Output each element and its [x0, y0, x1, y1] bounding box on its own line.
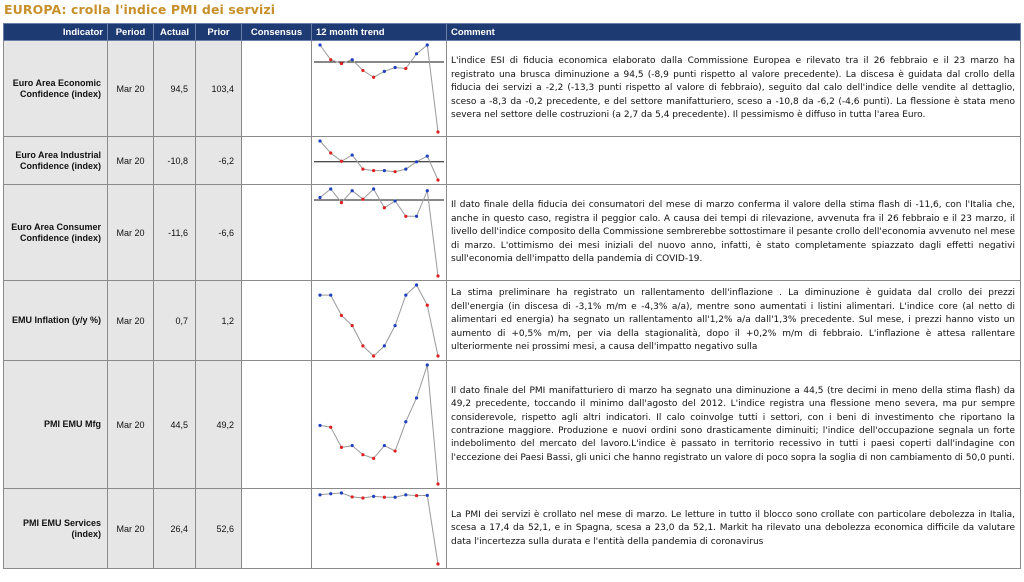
sparkline-chart [312, 41, 446, 136]
trend-point [372, 354, 375, 357]
trend-line [320, 141, 438, 180]
sparkline-chart [312, 489, 446, 568]
trend-point [351, 324, 354, 327]
comment-text: La PMI dei servizi è crollato nel mese di marzo. Le letture in tutto il blocco sono crollate con particolare debolezza in Italia, scesa a 17,4 da 52,1, e in Spagna, scesa a 23,0 da 52,1. Markit ha rilevato una debolezza economica difficile da valutare data l'incertezza sulla durata e l'entità della pandemia di coronavirus [451, 509, 1015, 547]
trend-point [340, 314, 343, 317]
trend-point [351, 189, 354, 192]
comment-cell [447, 361, 1021, 489]
trend-point [318, 43, 321, 46]
prior-cell: -6,2 [196, 137, 242, 185]
header-row [4, 24, 1021, 41]
trend-line [320, 45, 438, 132]
trend-point [426, 494, 429, 497]
actual-cell: 26,4 [154, 489, 196, 569]
indicator-cell: Euro Area Economic Confidence (index) [4, 41, 108, 137]
prior-cell: 103,4 [196, 41, 242, 137]
trend-point [318, 139, 321, 142]
sparkline-chart [312, 137, 446, 184]
header-comment: Comment [447, 24, 1021, 41]
consensus-cell [242, 489, 312, 569]
actual-cell: 0,7 [154, 281, 196, 361]
prior-cell: 49,2 [196, 361, 242, 489]
indicator-cell: PMI EMU Services (index) [4, 489, 108, 569]
trend-point [351, 153, 354, 156]
comment-text: L'indice ESI di fiducia economica elaborato dalla Commissione Europea e rilevato tra il 26 febbraio e il 23 marzo ha registrato una brusca diminuzione a 94,5 (-8,9 punti rispetto al valore precedente). La discesa è guidata dal crollo della fiducia dei servizi a -2,2 (-13,3 punti rispetto al valore di febbraio), seguito dal calo dell'indice delle vendite al dettaglio, sceso a -8,3 da -0,2 precedente, e del settore manifatturiero, sceso a -10,8 da -6,2 (-4,6 punti). La flessione è stata meno severa nel settore delle costruzioni (a 2,7 da 5,4 precedente). Il pessimismo è diffuso in tutta l'area Euro. [451, 56, 1015, 121]
trend-point [383, 496, 386, 499]
table-row [4, 137, 1021, 185]
trend-point [329, 426, 332, 429]
trend-point [351, 58, 354, 61]
period-cell: Mar 20 [108, 41, 154, 137]
comment-text: Il dato finale della fiducia dei consumatori del mese di marzo conferma il valore della stima flash di -11,6, con l'Italia che, anche in questo caso, registra il peggior calo. A causa dei tempi di rilevazione, avvenuta fra il 26 febbraio e il 23 marzo, il livello dell'indice composito della Commissione sembrerebbe sottostimare il pesante crollo dell'economia avvenuto nel mese di marzo. L'ottimismo dei mesi iniziali del nuovo anno, infatti, è stato completamente spiazzato dagli effetti negativi sull'economia dell'impatto della pandemia di COVID-19. [451, 200, 1015, 265]
comment-cell [447, 137, 1021, 185]
trend-point [318, 196, 321, 199]
trend-point [404, 294, 407, 297]
actual-cell: 44,5 [154, 361, 196, 489]
trend-point [404, 420, 407, 423]
trend-cell [312, 361, 447, 489]
trend-point [426, 304, 429, 307]
header-indicator: Indicator [4, 24, 108, 41]
actual-cell: -11,6 [154, 185, 196, 281]
trend-point [436, 354, 439, 357]
trend-point [372, 187, 375, 190]
comment-cell [447, 281, 1021, 361]
trend-point [415, 396, 418, 399]
trend-point [426, 43, 429, 46]
indicator-cell: Euro Area Industrial Confidence (index) [4, 137, 108, 185]
trend-point [415, 283, 418, 286]
trend-point [404, 67, 407, 70]
trend-line [320, 493, 438, 564]
prior-cell: -6,6 [196, 185, 242, 281]
trend-line [320, 285, 438, 356]
period-cell: Mar 20 [108, 185, 154, 281]
trend-point [372, 457, 375, 460]
table-row [4, 281, 1021, 361]
trend-point [329, 58, 332, 61]
header-consensus: Consensus [242, 24, 312, 41]
trend-point [361, 344, 364, 347]
comment-cell [447, 489, 1021, 569]
sparkline-chart [312, 361, 446, 488]
trend-point [404, 493, 407, 496]
trend-point [329, 151, 332, 154]
consensus-cell [242, 185, 312, 281]
trend-point [404, 215, 407, 218]
header-prior: Prior [196, 24, 242, 41]
trend-point [329, 492, 332, 495]
prior-cell: 1,2 [196, 281, 242, 361]
trend-point [351, 444, 354, 447]
trend-point [372, 76, 375, 79]
trend-point [351, 495, 354, 498]
trend-line [320, 189, 438, 276]
consensus-cell [242, 137, 312, 185]
sparkline-chart [312, 281, 446, 360]
table-row [4, 41, 1021, 137]
header-actual: Actual [154, 24, 196, 41]
actual-cell: 94,5 [154, 41, 196, 137]
table-row [4, 185, 1021, 281]
trend-line [320, 365, 438, 484]
trend-point [393, 199, 396, 202]
period-cell: Mar 20 [108, 361, 154, 489]
trend-cell [312, 281, 447, 361]
trend-point [340, 62, 343, 65]
trend-point [329, 187, 332, 190]
trend-point [393, 324, 396, 327]
trend-point [436, 274, 439, 277]
trend-point [383, 206, 386, 209]
trend-point [404, 167, 407, 170]
indicator-cell: Euro Area Consumer Confidence (index) [4, 185, 108, 281]
trend-point [318, 294, 321, 297]
indicator-table [3, 23, 1021, 569]
table-row [4, 489, 1021, 569]
trend-point [393, 170, 396, 173]
header-trend: 12 month trend [312, 24, 447, 41]
trend-point [415, 52, 418, 55]
consensus-cell [242, 361, 312, 489]
trend-point [361, 496, 364, 499]
header-period: Period [108, 24, 154, 41]
trend-cell [312, 137, 447, 185]
trend-cell [312, 41, 447, 137]
trend-point [383, 444, 386, 447]
trend-point [340, 491, 343, 494]
period-cell: Mar 20 [108, 137, 154, 185]
period-cell: Mar 20 [108, 489, 154, 569]
comment-text: La stima preliminare ha registrato un rallentamento dell'inflazione . La diminuzione è guidata dal crollo dei prezzi dell'energia (in discesa di -3,1% m/m e -4,3% a/a), mentre sono aumentati i listini alimentari. L'indice core (al netto di alimentari ed energia) ha segnato un rallentamento all'1,2% a/a dall'1,3% precedente. Sul mese, i prezzi hanno visto un aumento di +0,5% m/m, per via della stagionalità, dopo il +0,2% m/m di febbraio. L'inflazione è attesa rallentare ulteriormente nei prossimi mesi, a causa dell'impatto negativo sulla [451, 288, 1015, 353]
trend-point [426, 154, 429, 157]
trend-point [329, 294, 332, 297]
prior-cell: 52,6 [196, 489, 242, 569]
page-title: EUROPA: crolla l'indice PMI dei servizi [4, 2, 276, 17]
trend-point [372, 495, 375, 498]
trend-point [415, 160, 418, 163]
table-row [4, 361, 1021, 489]
trend-point [340, 201, 343, 204]
trend-point [361, 167, 364, 170]
consensus-cell [242, 41, 312, 137]
trend-point [393, 496, 396, 499]
consensus-cell [242, 281, 312, 361]
trend-point [436, 482, 439, 485]
comment-cell [447, 41, 1021, 137]
trend-point [340, 160, 343, 163]
trend-point [340, 446, 343, 449]
indicator-cell: PMI EMU Mfg [4, 361, 108, 489]
trend-point [426, 189, 429, 192]
trend-point [318, 493, 321, 496]
actual-cell: -10,8 [154, 137, 196, 185]
trend-cell [312, 489, 447, 569]
sparkline-chart [312, 185, 446, 280]
trend-point [436, 562, 439, 565]
comment-text: Il dato finale del PMI manifatturiero di marzo ha segnato una diminuzione a 44,5 (tre decimi in meno della stima flash) da 49,2 precedente, toccando il minimo dall'agosto del 2012. L'indice registra una flessione meno severa, ma pur sempre considerevole, rispetto agli altri indicatori. Il calo coinvolge tutti i settori, con i beni di investimento che riportano la contrazione maggiore. Produzione e nuovi ordini sono drasticamente diminuiti; l'indice dell'occupazione segnala un forte indebolimento del mercato del lavoro.L'indice è passato in territorio recessivo in tutti i paesi coperti dall'indagine con l'eccezione dei Paesi Bassi, gli unici che hanno registrato un valore di poco sopra la soglia di non cambiamento di 50,0 punti. [451, 385, 1015, 463]
trend-point [318, 424, 321, 427]
trend-point [383, 70, 386, 73]
indicator-cell: EMU Inflation (y/y %) [4, 281, 108, 361]
trend-point [436, 130, 439, 133]
period-cell: Mar 20 [108, 281, 154, 361]
trend-point [383, 344, 386, 347]
trend-point [372, 169, 375, 172]
trend-point [415, 215, 418, 218]
trend-point [361, 198, 364, 201]
trend-point [415, 494, 418, 497]
trend-point [426, 363, 429, 366]
trend-point [383, 169, 386, 172]
trend-point [393, 66, 396, 69]
trend-point [361, 69, 364, 72]
comment-cell [447, 185, 1021, 281]
trend-point [393, 449, 396, 452]
trend-cell [312, 185, 447, 281]
trend-point [436, 178, 439, 181]
trend-point [361, 453, 364, 456]
